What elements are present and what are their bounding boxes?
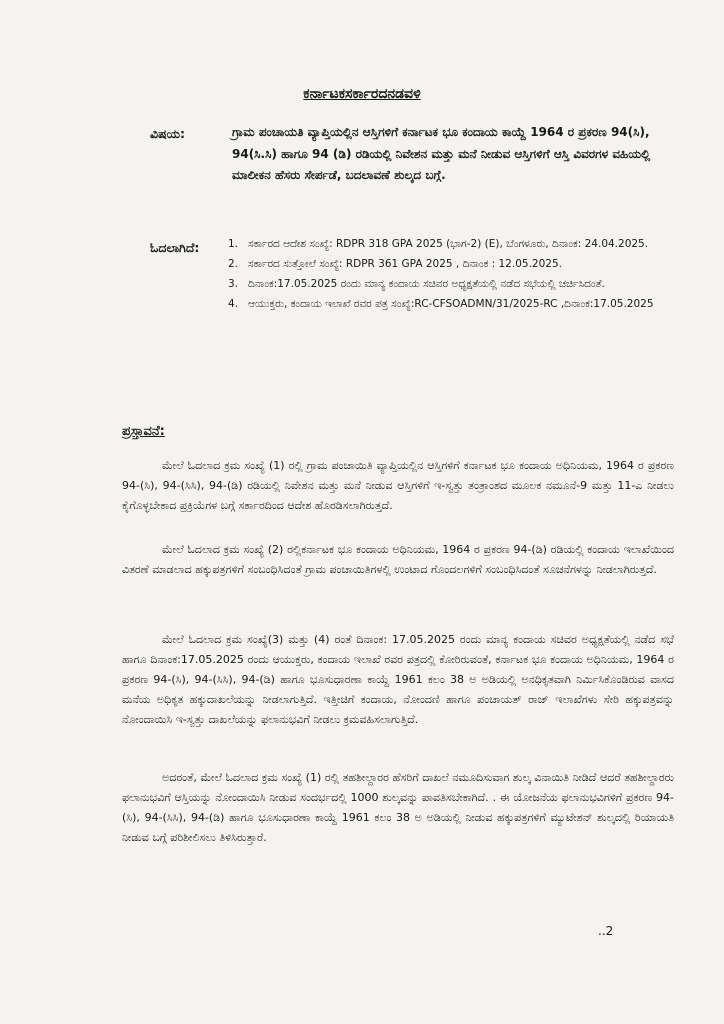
paragraph-4 xyxy=(122,768,674,848)
references-list xyxy=(228,236,676,316)
page-title: ಕರ್ನಾಟಕಸರ್ಕಾರದನಡವಳಿ xyxy=(303,86,421,102)
reference-item xyxy=(228,276,676,292)
reference-number: 2. xyxy=(228,258,239,270)
reference-item xyxy=(228,236,676,252)
paragraph-1 xyxy=(122,456,674,516)
paragraph-text: ಮೇಲೆ ಓದಲಾದ ಕ್ರಮ ಸಂಖ್ಯೆ (2) ರಲ್ಲಿಕರ್ನಾಟಕ ಭೂ ಕಂದಾಯ ಅಧಿನಿಯಮ, 1964 ರ ಪ್ರಕರಣ 94-(ಡಿ) ರಡಿಯಲ್ಲಿ ಕಂದಾಯ ಇಲಾಖೆಯಿಂದ ವಿತರಣೆ ಮಾಡಲಾದ ಹಕ್ಕುಪತ್ರಗಳಿಗೆ ಸಂಬಂಧಿಸಿದಂತೆ ಗ್ರಾಮ ಪಂಚಾಯಿತಿಗಳಲ್ಲಿ ಉಂಟಾದ ಗೊಂದಲಗಳಿಗೆ ಸಂಬಂಧಿಸಿದಂತೆ ಸೂಚನೆಗಳನ್ನು ನೀಡಲಾಗಿರುತ್ತದೆ. xyxy=(122,543,674,576)
reference-item xyxy=(228,256,676,272)
paragraph-text: ಮೇಲೆ ಓದಲಾದ ಕ್ರಮ ಸಂಖ್ಯೆ(3) ಮತ್ತು (4) ರಂತೆ ದಿನಾಂಕ: 17.05.2025 ರಂದು ಮಾನ್ಯ ಕಂದಾಯ ಸಚಿವರ ಅಧ್ಯಕ್ಷತೆಯಲ್ಲಿ ನಡೆದ ಸಭೆ ಹಾಗೂ ದಿನಾಂಕ:17.05.2025 ರಂದು ಆಯುಕ್ತರು, ಕಂದಾಯ ಇಲಾಖೆ ರವರ ಪತ್ರದಲ್ಲಿ ಕೋರಿರುವಂತೆ, ಕರ್ನಾಟಕ ಭೂ ಕಂದಾಯ ಅಧಿನಿಯಮ, 1964 ರ ಪ್ರಕರಣ 94-(ಸಿ), 94-(ಸಿಸಿ), 94-(ಡಿ) ಹಾಗೂ ಭೂಸುಧಾರಣಾ ಕಾಯ್ದೆ 1961 ಕಲಂ 38 ಅ ಅಡಿಯಲ್ಲಿ ಅನಧಿಕೃತವಾಗಿ ನಿರ್ಮಿಸಿಕೊಂಡಿರುವ ವಾಸದ ಮನೆಯ ಅಧಿಕೃತ ಹಕ್ಕುದಾಖಲೆಯನ್ನು ನೀಡಲಾಗುತ್ತಿದೆ. ಇತ್ತೀಚಿಗೆ ಕಂದಾಯ, ನೋಂದಣಿ ಹಾಗೂ ಪಂಚಾಯತ್ ರಾಜ್ ಇಲಾಖೆಗಳು ಸೇರಿ ಹಕ್ಕುಪತ್ರವನ್ನು ನೋಂದಾಯಿಸಿ ಇ-ಸ್ವತ್ತು ದಾಖಲೆಯನ್ನು ಫಲಾನುಭವಿಗೆ ನೀಡಲು ಕ್ರಮವಹಿಸಲಾಗುತ್ತಿದೆ. xyxy=(122,633,674,726)
reference-number: 1. xyxy=(228,238,239,250)
reference-number: 4. xyxy=(228,298,239,310)
reference-number: 3. xyxy=(228,278,239,290)
reference-text: ಆಯುಕ್ತರು, ಕಂದಾಯ ಇಲಾಖೆ ರವರ ಪತ್ರ ಸಂಖ್ಯೆ:RC-CFSOADMN/31/2025-RC ,ದಿನಾಂಕ:17.05.2025 xyxy=(248,298,654,310)
reference-item xyxy=(228,296,676,312)
reference-text: ಸರ್ಕಾರದ ಆದೇಶ ಸಂಖ್ಯೆ: RDPR 318 GPA 2025 (ಭಾಗ-2) (E), ಬೆಂಗಳೂರು, ದಿನಾಂಕ: 24.04.2025. xyxy=(248,238,649,250)
reference-text: ದಿನಾಂಕ:17.05.2025 ರಂದು ಮಾನ್ಯ ಕಂದಾಯ ಸಚಿವರ ಅಧ್ಯಕ್ಷತೆಯಲ್ಲಿ ನಡೆದ ಸಭೆಯಲ್ಲಿ ಚರ್ಚಿಸಿದಂತೆ. xyxy=(248,278,605,290)
reference-text: ಸರ್ಕಾರದ ಸುತ್ತೋಲೆ ಸಂಖ್ಯೆ: RDPR 361 GPA 2025 , ದಿನಾಂಕ : 12.05.2025. xyxy=(248,258,562,270)
paragraph-text: ಅದರಂತೆ, ಮೇಲೆ ಓದಲಾದ ಕ್ರಮ ಸಂಖ್ಯೆ (1) ರಲ್ಲಿ ತಹಶೀಲ್ದಾರರ ಹೆಸರಿಗೆ ದಾಖಲೆ ನಮೂದಿಸುವಾಗ ಶುಲ್ಕ ವಿನಾಯಿತಿ ನೀಡಿದೆ ಆದರೆ ತಹಶೀಲ್ದಾರರು ಫಲಾನುಭವಿಗೆ ಆಸ್ತಿಯನ್ನು ನೋಂದಾಯಿಸಿ ನೀಡುವ ಸಂದರ್ಭದಲ್ಲಿ 1000 ಶುಲ್ಕವನ್ನು ಪಾವತಿಸಬೇಕಾಗಿದೆ. . ಈ ಯೋಜನೆಯ ಫಲಾನುಭವಿಗಳಿಗೆ ಪ್ರಕರಣ 94-(ಸಿ), 94-(ಸಿಸಿ), 94-(ಡಿ) ಹಾಗೂ ಭೂಸುಧಾರಣಾ ಕಾಯ್ದೆ 1961 ಕಲಂ 38 ಅ ಅಡಿಯಲ್ಲಿ ನೀಡುವ ಹಕ್ಕುಪತ್ರಗಳಿಗೆ ಮ್ಯುಟೇಶನ್ ಶುಲ್ಕದಲ್ಲಿ ರಿಯಾಯತಿ ನೀಡುವ ಬಗ್ಗೆ ಪರಿಶೀಲಿಸಲು ತಿಳಿಸಿರುತ್ತಾರೆ. xyxy=(122,771,674,844)
references-label: ಓದಲಾಗಿದೆ: xyxy=(150,240,200,255)
page-number: ..2 xyxy=(598,924,614,938)
subject-label: ವಿಷಯ: xyxy=(150,126,185,141)
preamble-title: ಪ್ರಸ್ತಾವನೆ: xyxy=(122,424,165,439)
paragraph-3 xyxy=(122,630,674,730)
subject-text: ಗ್ರಾಮ ಪಂಚಾಯತಿ ವ್ಯಾಪ್ತಿಯಲ್ಲಿನ ಆಸ್ತಿಗಳಿಗೆ ಕರ್ನಾಟಕ ಭೂ ಕಂದಾಯ ಕಾಯ್ದೆ 1964 ರ ಪ್ರಕರಣ 94(ಸಿ), 94(ಸಿ.ಸಿ) ಹಾಗೂ 94 (ಡಿ) ರಡಿಯಲ್ಲಿ ನಿವೇಶನ ಮತ್ತು ಮನೆ ನೀಡುವ ಆಸ್ತಿಗಳಿಗೆ ಆಸ್ತಿ ವಿವರಗಳ ವಹಿಯಲ್ಲಿ ಮಾಲೀಕನ ಹೆಸರು ಸೇರ್ಪಡೆ, ಬದಲಾವಣೆ ಶುಲ್ಕದ ಬಗ್ಗೆ. xyxy=(232,125,651,182)
paragraph-2 xyxy=(122,540,674,580)
paragraph-text: ಮೇಲೆ ಓದಲಾದ ಕ್ರಮ ಸಂಖ್ಯೆ (1) ರಲ್ಲಿ ಗ್ರಾಮ ಪಂಚಾಯಿತಿ ವ್ಯಾಪ್ತಿಯಲ್ಲಿನ ಆಸ್ತಿಗಳಿಗೆ ಕರ್ನಾಟಕ ಭೂ ಕಂದಾಯ ಅಧಿನಿಯಮ, 1964 ರ ಪ್ರಕರಣ 94-(ಸಿ), 94-(ಸಿಸಿ), 94-(ಡಿ) ರಡಿಯಲ್ಲಿ ನಿವೇಶನ ಮತ್ತು ಮನೆ ನೀಡುವ ಆಸ್ತಿಗಳಿಗೆ ಇ-ಸ್ವತ್ತು ತಂತ್ರಾಂಶದ ಮೂಲಕ ನಮೂನೆ-9 ಮತ್ತು 11-ಎ ನೀಡಲು ಕೈಗೊಳ್ಳಬೇಕಾದ ಪ್ರಕ್ರಿಯೆಗಳ ಬಗ್ಗೆ ಸರ್ಕಾರದಿಂದ ಆದೇಶ ಹೊರಡಿಸಲಾಗಿರುತ್ತದೆ. xyxy=(122,459,674,512)
